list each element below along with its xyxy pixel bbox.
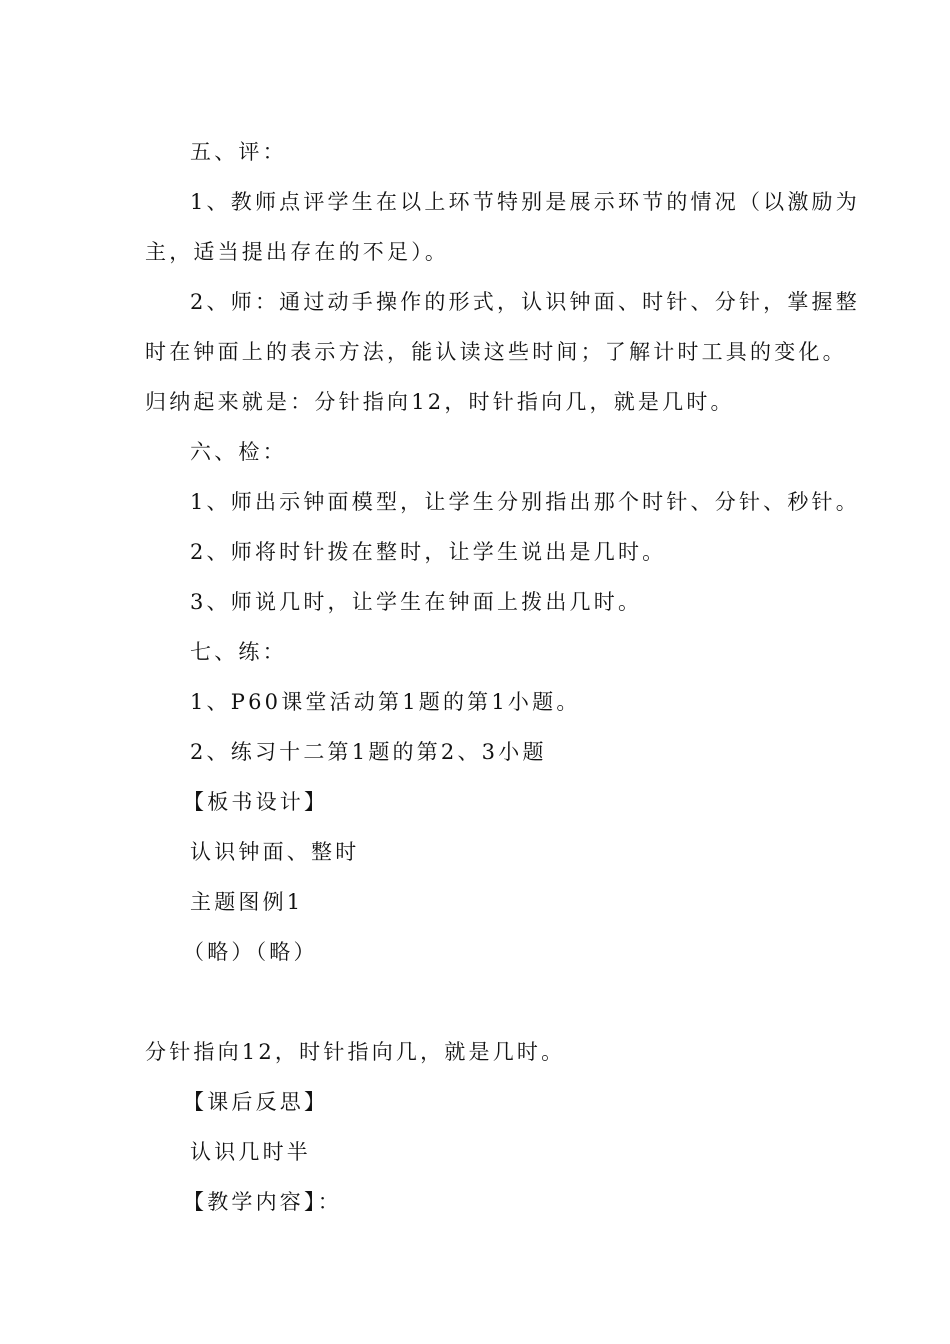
section-heading-reflection: 【课后反思】 [183,1090,329,1114]
paragraph-line: 分针指向12，时针指向几，就是几时。 [145,1040,566,1064]
paragraph-line: 时在钟面上的表示方法，能认读这些时间；了解计时工具的变化。 [145,340,847,364]
paragraph-line: 3、师说几时，让学生在钟面上拨出几时。 [190,590,643,614]
section-heading-check: 六、检： [190,440,287,464]
section-heading-board-design: 【板书设计】 [183,790,329,814]
section-heading-evaluate: 五、评： [190,140,287,164]
paragraph-line: （略）（略） [183,940,318,964]
paragraph-line: 1、教师点评学生在以上环节特别是展示环节的情况（以激励为 [190,190,860,214]
paragraph-line: 2、师将时针拨在整时，让学生说出是几时。 [190,540,667,564]
paragraph-line: 认识钟面、整时 [190,840,360,864]
paragraph-line: 2、练习十二第1题的第2、3小题 [190,740,547,764]
paragraph-line: 1、师出示钟面模型，让学生分别指出那个时针、分针、秒针。 [190,490,860,514]
paragraph-line: 1、P60课堂活动第1题的第1小题。 [190,690,581,714]
paragraph-line: 主题图例1 [190,890,304,914]
section-heading-practice: 七、练： [190,640,287,664]
section-heading-teaching-content: 【教学内容】： [183,1190,342,1214]
paragraph-line: 2、师：通过动手操作的形式，认识钟面、时针、分针，掌握整 [190,290,860,314]
paragraph-line: 认识几时半 [190,1140,311,1164]
paragraph-line: 主，适当提出存在的不足）。 [145,240,450,264]
paragraph-line: 归纳起来就是：分针指向12，时针指向几，就是几时。 [145,390,735,414]
